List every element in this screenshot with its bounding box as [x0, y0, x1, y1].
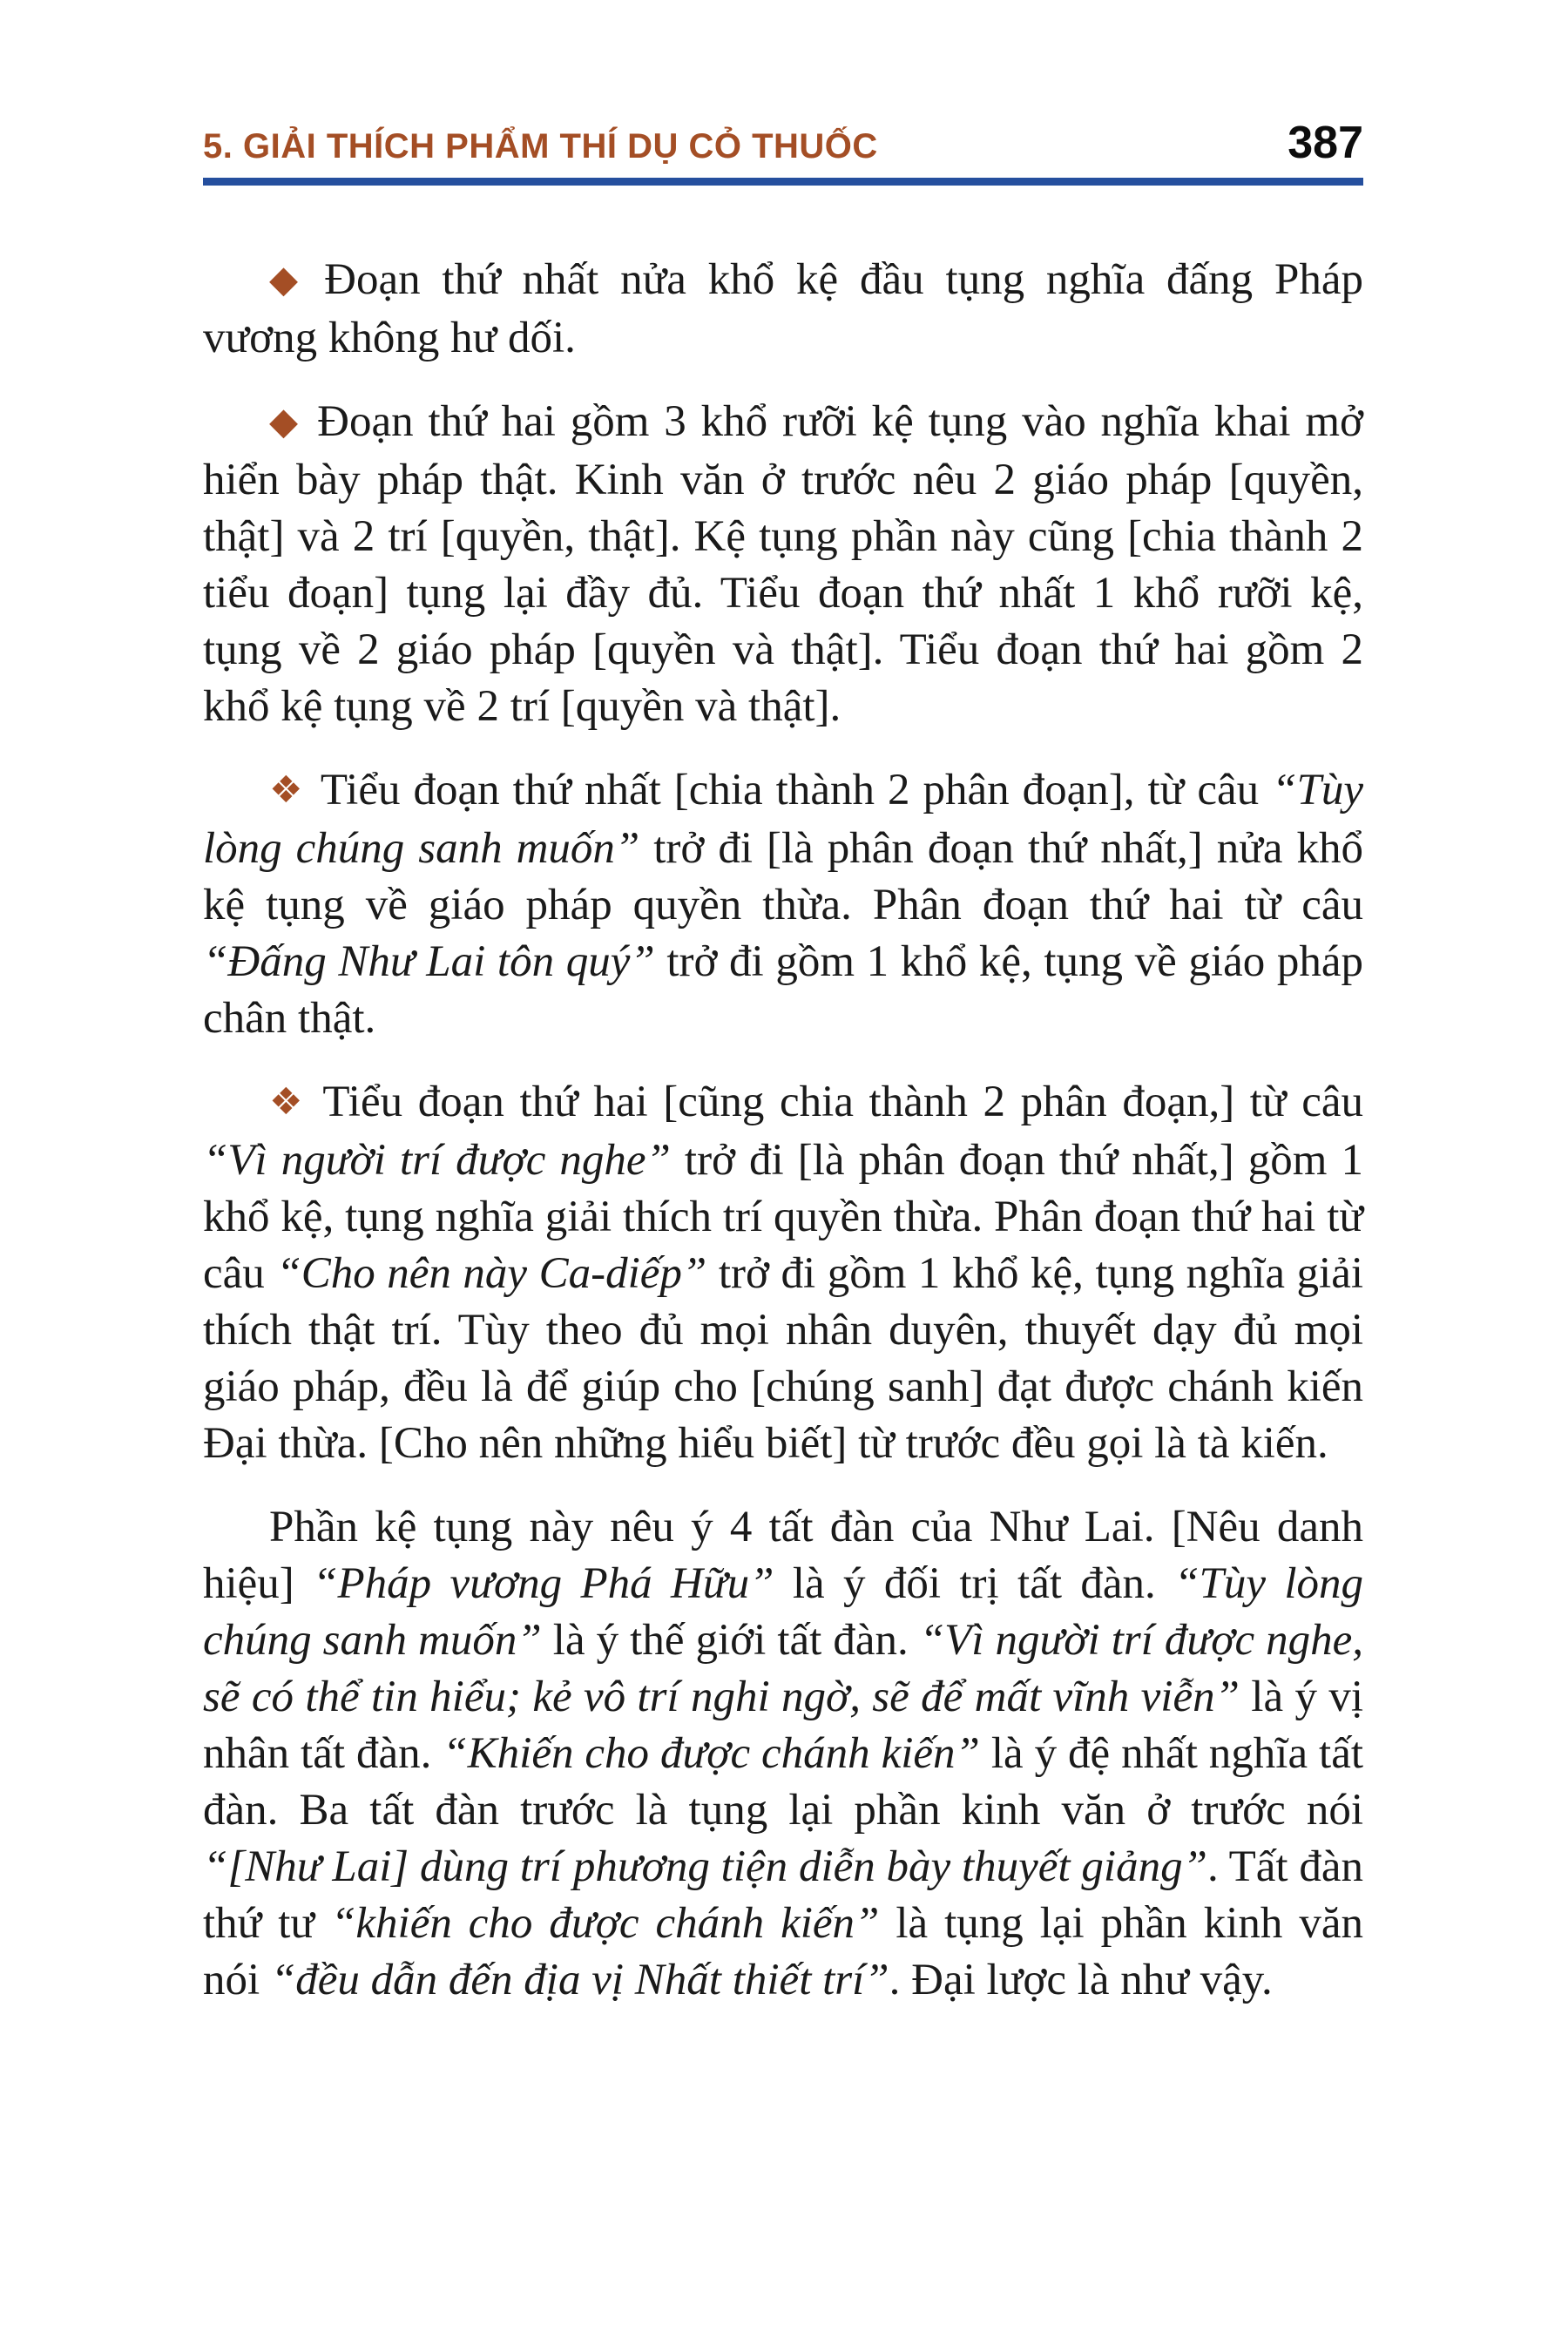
text-run: là ý đối trị tất đàn.	[774, 1559, 1175, 1608]
text-run: trở đi [là phân đoạn thứ nhất,] nửa khổ kệ tụng về giáo pháp quyền thừa. Phân đoạn thứ hai từ câu	[203, 824, 1363, 929]
text-run: Tiểu đoạn thứ hai [cũng chia thành 2 phân đoạn,] từ câu	[322, 1078, 1363, 1126]
text-run: Đoạn thứ hai gồm 3 khổ rưỡi kệ tụng vào nghĩa khai mở hiển bày pháp thật. Kinh văn ở trước nêu 2 giáo pháp [quyền, thật] và 2 trí [quyền, thật]. Kệ tụng phần này cũng [chia thành 2 tiểu đoạn] tụng lại đầy đủ. Tiểu đoạn thứ nhất 1 khổ rưỡi kệ, tụng về 2 giáo pháp [quyền và thật]. Tiểu đoạn thứ hai gồm 2 khổ kệ tụng về 2 trí [quyền và thật].	[203, 397, 1363, 731]
page-number: 387	[1288, 118, 1363, 168]
four-diamond-bullet-icon: ❖	[269, 768, 305, 812]
paragraph	[203, 1499, 1363, 2009]
quoted-phrase: “[Như Lai] dùng trí phương tiện diễn bày thuyết giảng”	[203, 1842, 1207, 1891]
text-run: Phần kệ tụng này nêu ý 4 tất đàn của Như Lai. [Nêu danh hiệu]	[203, 1503, 1363, 1608]
four-diamond-bullet-icon: ❖	[269, 1080, 308, 1124]
chapter-title: 5. GIẢI THÍCH PHẨM THÍ DỤ CỎ THUỐC	[203, 127, 878, 166]
body-text	[203, 252, 1363, 2009]
text-run: trở đi gồm 1 khổ kệ, tụng về giáo pháp chân thật.	[203, 937, 1363, 1043]
quoted-phrase: “Đấng Như Lai tôn quý”	[203, 937, 655, 986]
paragraph	[203, 1074, 1363, 1472]
header-rule	[203, 178, 1363, 186]
quoted-phrase: “Tùy lòng chúng sanh muốn”	[203, 766, 1363, 873]
paragraph	[203, 252, 1363, 367]
diamond-bullet-icon: ◆	[269, 400, 302, 443]
text-run: Đoạn thứ nhất nửa khổ kệ đầu tụng nghĩa đấng Pháp vương không hư dối.	[203, 255, 1363, 362]
text-run: . Tất đàn thứ tư	[203, 1842, 1363, 1948]
quoted-phrase: “Tùy lòng chúng sanh muốn”	[203, 1559, 1363, 1665]
quoted-phrase: “Cho nên này Ca-diếp”	[276, 1249, 707, 1298]
text-run: là ý đệ nhất nghĩa tất đàn. Ba tất đàn trước là tụng lại phần kinh văn ở trước nói	[203, 1729, 1364, 1835]
text-run: trở đi [là phân đoạn thứ nhất,] gồm 1 khổ kệ, tụng nghĩa giải thích trí quyền thừa. Phân đoạn thứ hai từ câu	[203, 1136, 1364, 1298]
quoted-phrase: “Khiến cho được chánh kiến”	[443, 1729, 980, 1778]
quoted-phrase: “khiến cho được chánh kiến”	[331, 1899, 880, 1948]
quoted-phrase: “đều dẫn đến địa vị Nhất thiết trí”	[270, 1956, 889, 2004]
text-run: là ý vị nhân tất đàn.	[203, 1673, 1363, 1778]
text-run: Tiểu đoạn thứ nhất [chia thành 2 phân đoạn], từ câu	[320, 766, 1273, 814]
text-run: là tụng lại phần kinh văn nói	[203, 1899, 1363, 2004]
diamond-bullet-icon: ◆	[269, 258, 309, 301]
quoted-phrase: “Pháp vương Phá Hữu”	[313, 1559, 774, 1608]
text-run: trở đi gồm 1 khổ kệ, tụng nghĩa giải thích thật trí. Tùy theo đủ mọi nhân duyên, thuyết dạy đủ mọi giáo pháp, đều là để giúp cho [chúng sanh] đạt được chánh kiến Đại thừa. [Cho nên những hiểu biết] từ trước đều gọi là tà kiến.	[203, 1249, 1363, 1468]
quoted-phrase: “Vì người trí được nghe, sẽ có thể tin hiểu; kẻ vô trí nghi ngờ, sẽ để mất vĩnh viễn”	[203, 1616, 1364, 1721]
text-run: là ý thế giới tất đàn.	[541, 1616, 920, 1665]
text-run: . Đại lược là như vậy.	[889, 1956, 1273, 2004]
paragraph	[203, 394, 1363, 735]
paragraph	[203, 762, 1363, 1047]
running-head	[203, 120, 1363, 166]
page-content	[203, 120, 1363, 2009]
quoted-phrase: “Vì người trí được nghe”	[203, 1136, 671, 1185]
